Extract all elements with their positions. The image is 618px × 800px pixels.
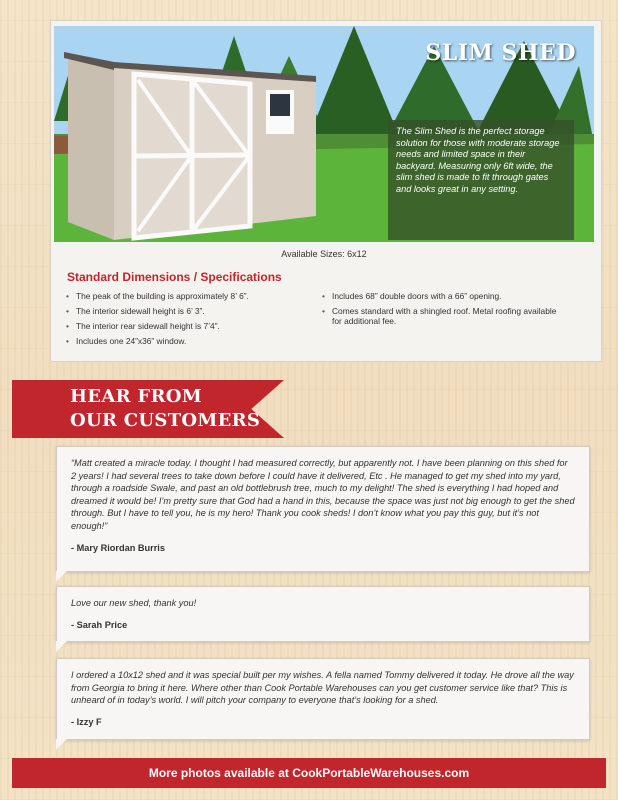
testimonial-author: - Mary Riordan Burris — [71, 542, 165, 553]
specs-list-left — [66, 291, 306, 351]
testimonial-card — [56, 586, 590, 642]
product-title: SLIM SHED — [425, 40, 576, 66]
testimonial-text: I ordered a 10x12 shed and it was special built per my wishes. A fella named Tommy delivered it today. He drove all the way from Georgia to bring it here. Where other than Cook Portable Warehouses can you get customer service like that? This is unheard of in today’s world. I will pitch your company to everyone that’s looking for a shed. — [71, 670, 574, 706]
testimonial-card — [56, 446, 590, 572]
spec-item: • Includes one 24”x36” window. — [66, 336, 306, 346]
testimonial-text: Love our new shed, thank you! — [71, 598, 197, 608]
heading-line: HEAR FROM — [70, 386, 202, 407]
specs-list-right — [322, 291, 562, 331]
spec-item: • The interior rear sidewall height is 7’4”. — [66, 321, 306, 331]
spec-item: • The peak of the building is approximately 8’ 6”. — [66, 291, 306, 301]
spec-item: • The interior sidewall height is 6’ 3”. — [66, 306, 306, 316]
footer-banner: More photos available at CookPortableWarehouses.com — [12, 758, 606, 788]
testimonials-heading — [70, 385, 260, 433]
testimonial-author: - Sarah Price — [71, 619, 128, 630]
specs-heading: Standard Dimensions / Specifications — [67, 270, 282, 284]
heading-line: OUR CUSTOMERS — [70, 410, 261, 431]
product-description: The Slim Shed is the perfect storage solution for those with moderate storage needs and limited space in their backyard. Measuring only 6ft wide, the slim shed is made to fit through gates and looks great in any setting. — [388, 120, 574, 240]
testimonial-card — [56, 658, 590, 740]
shed-photo — [54, 26, 594, 242]
spec-item: • Comes standard with a shingled roof. Metal roofing available for additional fee. — [322, 306, 562, 326]
testimonial-text: “Matt created a miracle today. I thought I had measured correctly, but apparently not. I have been planning on this shed for 2 years! I had several trees to take down before I could have it delivered, Etc . He managed to get my shed into my yard, through a roadside Swale, and past an old bottlebrush tree, much to my delight! The shed is everything I had hoped and dreamed it would be! I’m pretty sure that God had a hand in this, because the space was just not big enough to get the shed through. But I have to tell you, he is my hero! Thank you cook sheds! I don’t know what you pay this guy, but it’s not enough!” — [71, 458, 575, 531]
spec-item: • Includes 68” double doors with a 66” opening. — [322, 291, 562, 301]
testimonial-author: - Izzy F — [71, 716, 102, 727]
available-sizes: Available Sizes: 6x12 — [281, 249, 367, 259]
